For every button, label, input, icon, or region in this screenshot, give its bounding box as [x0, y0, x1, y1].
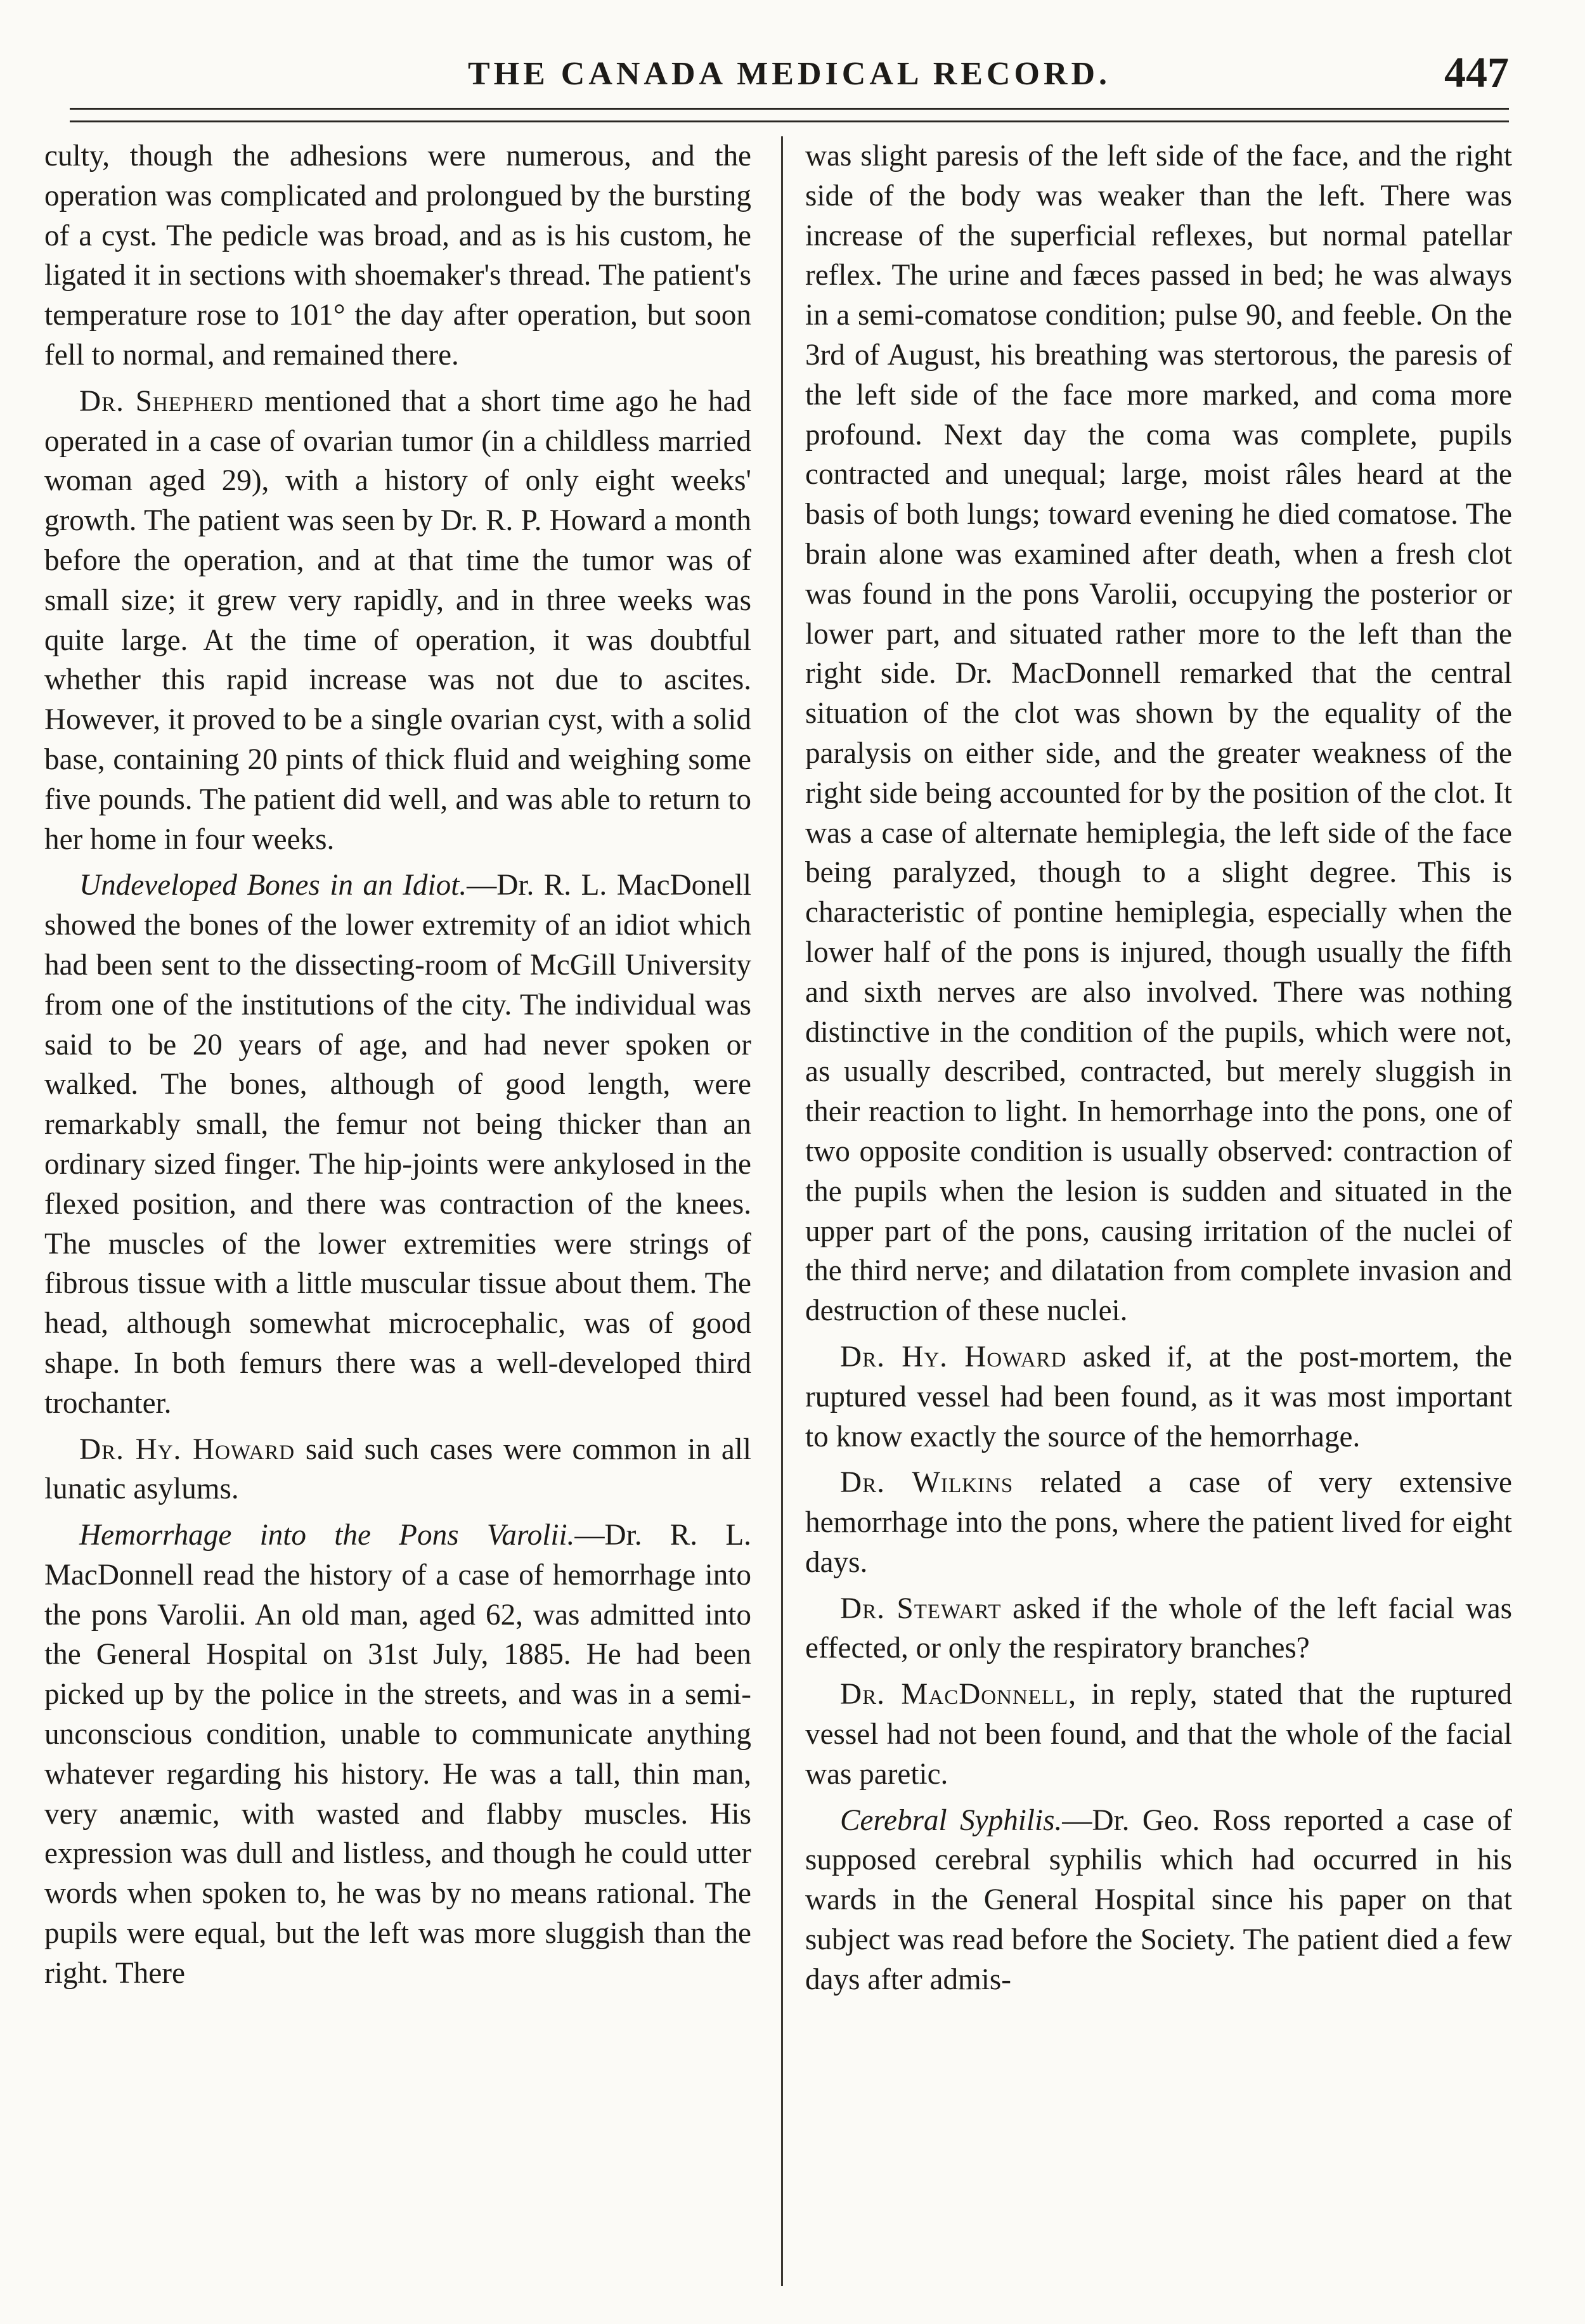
speaker-name: Dr. Shepherd — [79, 384, 254, 418]
speaker-name: Dr. Stewart — [840, 1592, 1002, 1625]
paragraph-undeveloped-bones — [44, 866, 751, 1423]
paragraph-text: —Dr. R. L. MacDonnell read the history of a case of hemorrhage into the pons Varolii. An old man, aged 62, was admitted into the General Hospital on 31st July, 1885. He had been picked up by the police in the streets, and was in a semi-unconscious condition, unable to communicate anything whatever regarding his history. He was a tall, thin man, very anæmic, with wasted and flabby muscles. His expression was dull and listless, and though he could utter words when spoken to, he was by no means rational. The pupils were equal, but the left was more sluggish than the right. There — [44, 1519, 751, 1990]
paragraph-text: asked if, at the post-mortem, the ruptured vessel had been found, as it was most important to know exactly the source of the hemorrhage. — [805, 1340, 1512, 1453]
left-column — [44, 136, 751, 2305]
paragraph-text: said such cases were common in all lunatic asylums. — [44, 1432, 751, 1506]
paragraph-text: related a case of very extensive hemorrhage into the pons, where the patient lived for eight days. — [805, 1466, 1512, 1579]
section-heading: Hemorrhage into the Pons Varolii. — [79, 1519, 575, 1552]
speaker-name: Dr. Hy. Howard — [79, 1432, 295, 1466]
speaker-name: Dr. Hy. Howard — [840, 1340, 1067, 1373]
speaker-name: Dr. MacDonnell — [840, 1678, 1069, 1711]
paragraph-howard — [44, 1430, 751, 1510]
header-rule-top — [70, 108, 1509, 110]
page-number: 447 — [1444, 48, 1509, 96]
section-heading: Undeveloped Bones in an Idiot. — [79, 869, 467, 902]
paragraph-continued: was slight paresis of the left side of the face, and the right side of the body was weaker than the left. There was increase of the superficial reflexes, but normal patellar reflex. The urine and fæces passed in bed; he was always in a semi-comatose condition; pulse 90, and feeble. On the 3rd of August, his breathing was stertorous, the paresis of the left side of the face more marked, and coma more profound. Next day the coma was complete, pupils contracted and unequal; large, moist râles heard at the basis of both lungs; toward evening he died comatose. The brain alone was examined after death, when a fresh clot was found in the pons Varolii, occupying the posterior or lower part, and situated rather more to the left than the right side. Dr. MacDonnell remarked that the central situation of the clot was shown by the equality of the paralysis on either side, and the greater weakness of the right side being accounted for by the position of the clot. It was a case of alternate hemiplegia, the left side of the face being paralyzed, though to a slight degree. This is characteristic of pontine hemiplegia, especially when the lower half of the pons is injured, though usually the fifth and sixth nerves are also involved. There was nothing distinctive in the condition of the pupils, which were not, as usually described, contracted, but merely sluggish in their reaction to light. In hemorrhage into the pons, one of two opposite condition is usually observed: contraction of the pupils when the lesion is sudden and situated in the upper part of the pons, causing irritation of the nuclei of the third nerve; and dilatation from complete invasion and destruction of these nuclei. — [805, 140, 1512, 1328]
paragraph-hemorrhage-pons — [44, 1516, 751, 1994]
column-divider — [781, 136, 783, 2286]
paragraph-text: —Dr. R. L. MacDonell showed the bones of the lower extremity of an idiot which had been sent to the dissecting-room of McGill University from one of the institutions of the city. The individual was said to be 20 years of age, and had never spoken or walked. The bones, although of good length, were remarkably small, the femur not being thicker than an ordinary sized finger. The hip-joints were ankylosed in the flexed position, and there was contraction of the knees. The muscles of the lower extremities were strings of fibrous tissue with a little muscular tissue about them. The head, although somewhat microcephalic, was of good shape. In both femurs there was a well-developed third trochanter. — [44, 869, 751, 1420]
running-header — [70, 35, 1509, 105]
journal-title: THE CANADA MEDICAL RECORD. — [467, 56, 1111, 92]
paragraph-howard-question — [805, 1337, 1512, 1457]
header-rule-bottom — [70, 120, 1509, 122]
section-heading: Cerebral Syphilis. — [840, 1803, 1063, 1837]
paragraph-wilkins — [805, 1463, 1512, 1582]
paragraph-text: asked if the whole of the left facial was effected, or only the respiratory branches? — [805, 1592, 1512, 1665]
right-column — [805, 136, 1512, 2305]
paragraph-macdonnell-reply — [805, 1675, 1512, 1794]
speaker-name: Dr. Wilkins — [840, 1466, 1014, 1500]
paragraph-stewart — [805, 1589, 1512, 1669]
paragraph-continued: culty, though the adhesions were numerous, and the operation was complicated and prolongued by the bursting of a cyst. The pedicle was broad, and as is his custom, he ligated it in sections with shoemaker's thread. The patient's temperature rose to 101° the day after operation, but soon fell to normal, and remained there. — [44, 140, 751, 372]
paragraph-text: mentioned that a short time ago he had operated in a case of ovarian tumor (in a childless married woman aged 29), with a history of only eight weeks' growth. The patient was seen by Dr. R. P. Howard a month before the operation, and at that time the tumor was of small size; it grew very rapidly, and in three weeks was quite large. At the time of operation, it was doubtful whether this rapid increase was not due to ascites. However, it proved to be a single ovarian cyst, with a solid base, containing 20 pints of thick fluid and weighing some five pounds. The patient did well, and was able to return to her home in four weeks. — [44, 384, 751, 856]
paragraph-shepherd — [44, 382, 751, 860]
paragraph-text: —Dr. Geo. Ross reported a case of supposed cerebral syphilis which had occurred in his wards in the General Hospital since his paper on that subject was read before the Society. The patient died a few days after admis- — [805, 1803, 1512, 1996]
paragraph-text: , in reply, stated that the ruptured vessel had not been found, and that the whole of the facial was paretic. — [805, 1678, 1512, 1791]
paragraph-cerebral-syphilis — [805, 1801, 1512, 2000]
